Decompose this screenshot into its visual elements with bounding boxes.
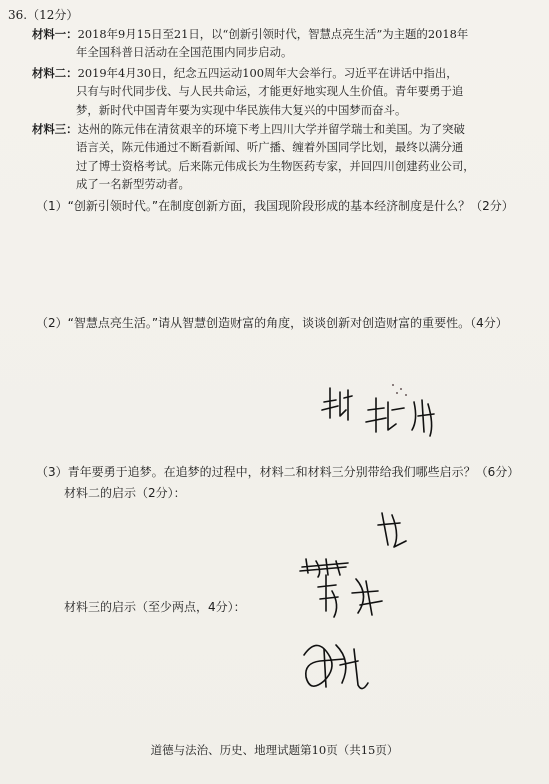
sub-question-3-part-1: 材料二的启示（2分）： (64, 486, 186, 500)
ink-speck (400, 388, 402, 390)
material-3-line-4: 成了一名新型劳动者。 (76, 176, 190, 191)
material-2-label: 材料二： (32, 66, 78, 80)
ink-speck (392, 384, 394, 386)
material-2-line-1: 2019年4月30日，纪念五四运动100周年大会举行。习近平在讲话中指出， (77, 66, 458, 80)
handwriting-scribble-3 (296, 565, 406, 705)
material-3-label: 材料三： (32, 122, 78, 136)
material-1-line-1: 2018年9月15日至21日，以“创新引领时代，智慧点亮生活”为主题的2018年 (77, 27, 469, 41)
handwriting-scribble-1 (318, 380, 438, 450)
sub-question-3-part-2: 材料三的启示（至少两点，4分）： (64, 600, 246, 614)
material-1-label: 材料一： (32, 27, 78, 41)
page-footer: 道德与法治、历史、地理试题第10页（共15页） (150, 743, 399, 757)
material-2-line-3: 梦，新时代中国青年要为实现中华民族伟大复兴的中国梦而奋斗。 (76, 102, 407, 117)
material-3-line-3: 过了博士资格考试。后来陈元伟成长为生物医药专家，并回四川创建药业公司， (76, 158, 475, 173)
ink-speck (405, 394, 407, 396)
material-1-line-2: 年全国科普日活动在全国范围内同步启动。 (76, 45, 293, 60)
sub-question-1: （1）“创新引领时代。”在制度创新方面，我国现阶段形成的基本经济制度是什么？（2分） (36, 199, 514, 213)
material-3 (32, 120, 475, 193)
material-2-line-2: 只有与时代同步伐、与人民共命运，才能更好地实现人生价值。青年要勇于追 (76, 84, 464, 99)
material-3-line-1: 达州的陈元伟在清贫艰辛的环境下考上四川大学并留学瑞士和美国。为了突破 (77, 122, 465, 136)
material-1 (32, 25, 468, 62)
question-points: （12分） (27, 8, 79, 22)
sub-question-3: （3）青年要勇于追梦。在追梦的过程中，材料二和材料三分别带给我们哪些启示？（6分） (36, 465, 520, 479)
question-number: 36. (8, 8, 28, 22)
question-header (8, 8, 78, 22)
material-2 (32, 64, 463, 119)
ink-speck (396, 392, 398, 394)
sub-question-2: （2）“智慧点亮生活。”请从智慧创造财富的角度，谈谈创新对创造财富的重要性。（4分） (36, 316, 508, 330)
material-3-line-2: 语言关，陈元伟通过不断看新闻、听广播、缠着外国同学比划，最终以满分通 (76, 140, 464, 155)
